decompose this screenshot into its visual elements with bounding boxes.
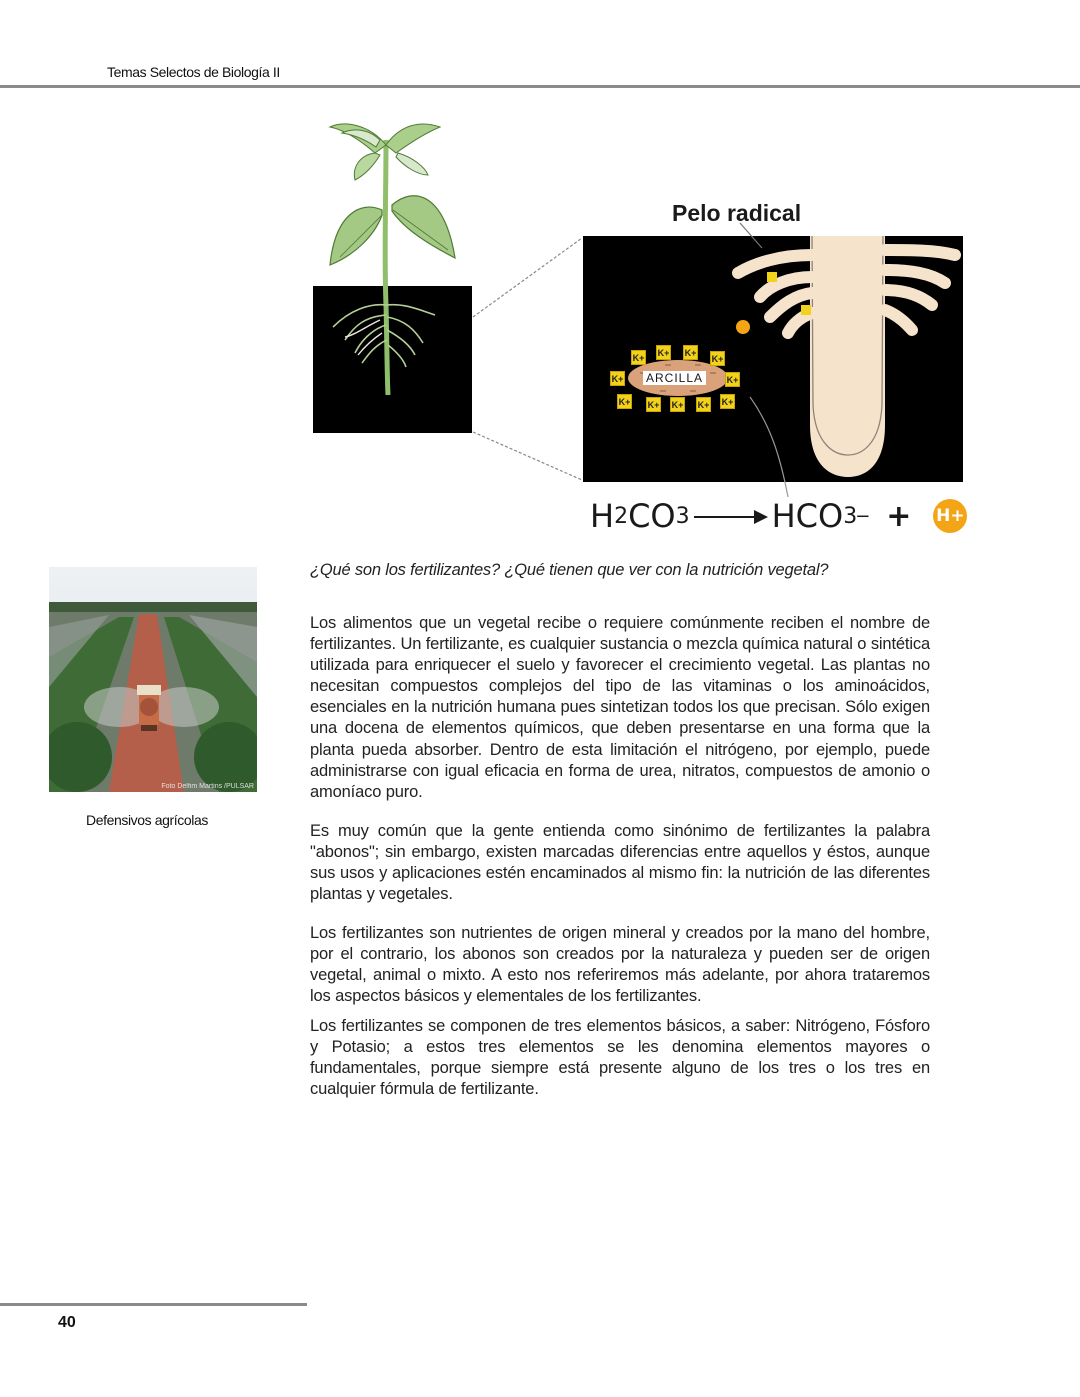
- root-absorption-figure: [300, 105, 980, 555]
- paragraph: [310, 613, 930, 803]
- footer-rule: [0, 1303, 307, 1306]
- paragraph: [310, 923, 930, 1007]
- running-header: Temas Selectos de Biología II: [107, 64, 280, 80]
- k-ion-icon: K+: [646, 397, 661, 412]
- photo-caption: Defensivos agrícolas: [86, 812, 208, 828]
- k-ion-icon: K+: [710, 351, 725, 366]
- reactant-h: H: [590, 497, 615, 535]
- pelo-radical-label: Pelo radical: [672, 200, 802, 226]
- reactant-sub-2: 2: [614, 503, 629, 529]
- k-ion-icon: K+: [720, 394, 735, 409]
- paragraph-text: Los fertilizantes se componen de tres elementos básicos, a saber: Nitrógeno, Fósforo y Potasio; a estos tres elementos se les denomina elementos mayores o fundamentales, porque siempre está presente alguno de los tres o los tres en cualquier fórmula de fertilizante.: [310, 1017, 930, 1099]
- k-ion-icon: K+: [696, 397, 711, 412]
- page-number: 40: [58, 1314, 76, 1331]
- hydrogen-ion-icon: H+: [933, 499, 967, 533]
- k-ion-icon: K+: [610, 371, 625, 386]
- reactant-sub-3: 3: [675, 503, 690, 529]
- photo-credit: Foto Delfim Martins /PULSAR: [161, 783, 254, 790]
- arcilla-label: ARCILLA: [643, 371, 706, 385]
- paragraph-text: Los fertilizantes son nutrientes de origen mineral y creados por la mano del hombre, por el contrario, los abonos son creados por la naturaleza y pueden ser de origen vegetal, animal o mixto. A esto nos referiremos más adelante, por ahora trataremos los aspectos básicos y elementales de los fertilizantes.: [310, 924, 930, 1006]
- reaction-arrow-icon: [694, 516, 766, 518]
- reactant-co: CO: [628, 497, 676, 535]
- header-rule: [0, 85, 1080, 88]
- product-charge: −: [855, 505, 871, 527]
- chemical-equation: [590, 497, 967, 535]
- k-ion-icon: K+: [670, 397, 685, 412]
- k-ion-icon: K+: [617, 394, 632, 409]
- section-question: ¿Qué son los fertilizantes? ¿Qué tienen que ver con la nutrición vegetal?: [310, 561, 829, 579]
- paragraph: [310, 821, 930, 905]
- k-ion-icon: K+: [683, 345, 698, 360]
- plant-root-illustration: [300, 105, 980, 555]
- product-hco: HCO: [771, 497, 844, 535]
- paragraph-text: Los alimentos que un vegetal recibe o requiere comúnmente reciben el nombre de fertilizantes. Un fertilizante, es cualquier sustancia o mezcla química natural o sintética utilizada para enriquecer el suelo y favorecer el crecimiento vegetal. Las plantas no necesitan compuestos complejos del tipo de las vitaminas o los aminoácidos, esenciales en la nutrición humana pues sintetizan todos los que precisan. Sólo exigen una docena de elementos químicos, que deben presentarse en una forma que la planta pueda absorber. Dentro de esta limitación el nitrógeno, por ejemplo, puede administrarse con igual eficacia en forma de urea, nitratos, compuestos de amonio o amoníaco puro.: [310, 614, 930, 801]
- tractor-spraying-image: [49, 567, 257, 792]
- k-ion-icon: K+: [725, 372, 740, 387]
- paragraph: [310, 1016, 930, 1100]
- crop-spraying-photo: [49, 567, 257, 792]
- plus-sign: +: [886, 498, 912, 534]
- paragraph-text: Es muy común que la gente entienda como sinónimo de fertilizantes la palabra "abonos"; sin embargo, existen marcadas diferencias entre aquellos y éstos, aunque sus usos y aplicaciones estén encaminados al mismo fin: la nutrición de las diferentes plantas y vegetales.: [310, 822, 930, 904]
- k-ion-icon: K+: [656, 345, 671, 360]
- product-sub-3: 3: [843, 503, 858, 529]
- k-ion-icon: K+: [631, 350, 646, 365]
